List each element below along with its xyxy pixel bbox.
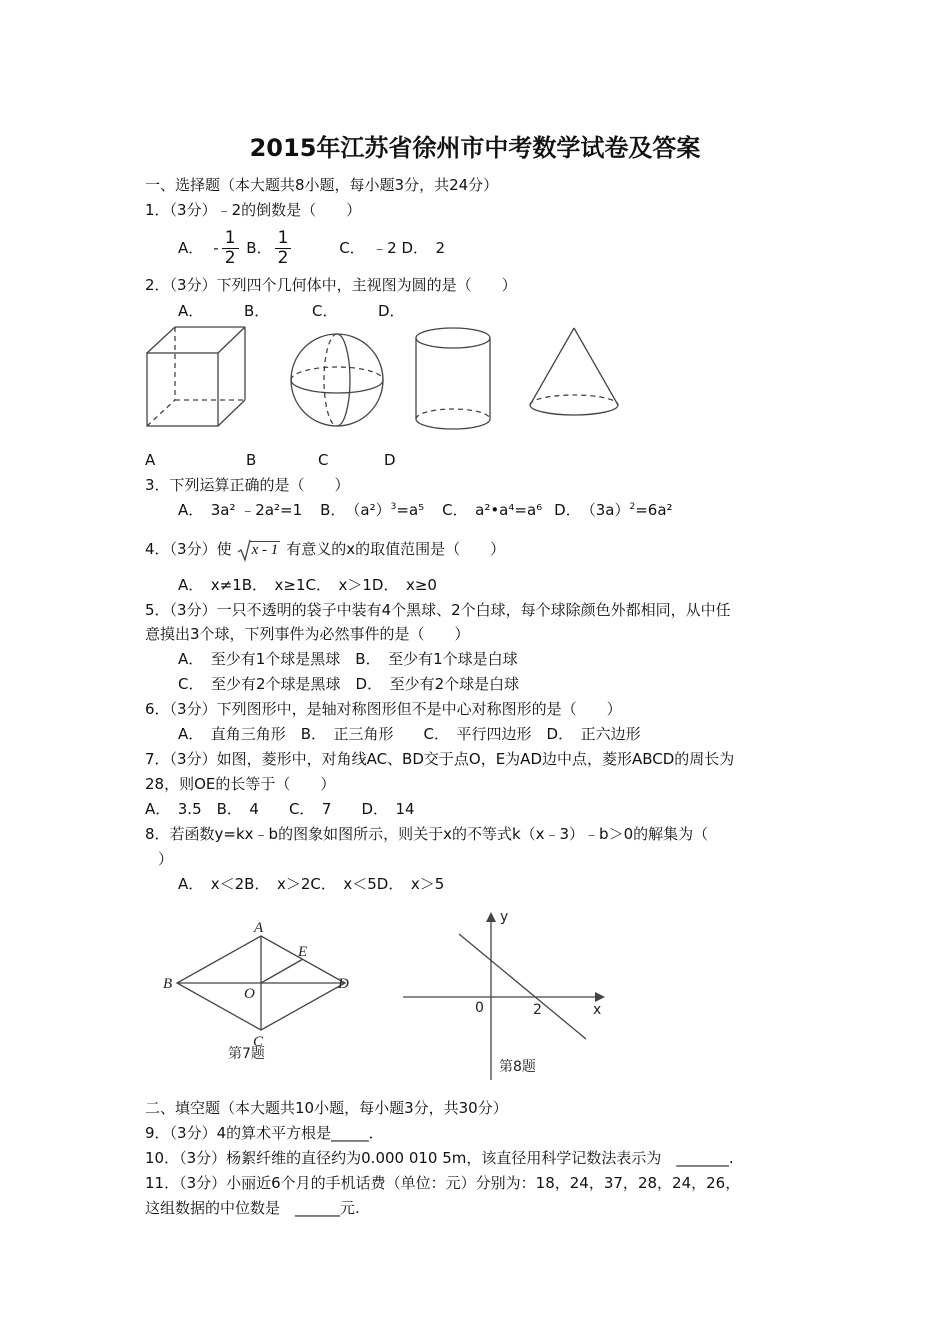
vertex-d-label: D	[338, 976, 349, 992]
fraction-denominator: 2	[224, 248, 236, 268]
vertex-a-label: A	[254, 920, 264, 936]
function-line	[459, 934, 586, 1039]
linear-function-graph	[395, 900, 625, 1085]
q3-option-d-prefix: D． （3a）	[554, 501, 630, 519]
question-4-stem	[145, 538, 505, 561]
vertex-b-label: B	[163, 976, 173, 992]
section-heading-fill: 二、填空题（本大题共10小题，每小题3分，共30分）	[145, 1099, 508, 1117]
fraction-numerator: 1	[222, 229, 239, 249]
q3-option-b-suffix: =a⁵	[396, 501, 425, 519]
rhombus-figure	[155, 915, 375, 1075]
question-8-line-2: ）	[158, 850, 174, 868]
figure-8-caption: 第8题	[499, 1059, 536, 1075]
figure-7-caption: 第7题	[228, 1046, 265, 1062]
q1-options-cd: C． ﹣2 D． 2	[339, 239, 446, 257]
y-axis-label: y	[500, 909, 509, 925]
q1-option-b-label: B．	[246, 239, 272, 257]
y-axis-arrow-icon	[486, 912, 496, 922]
origin-label: 0	[475, 1000, 484, 1016]
q1-option-a-sign: -	[213, 239, 219, 257]
question-4-options: A． x≠1B． x≥1C． x＞1D． x≥0	[178, 576, 437, 594]
question-7-line-2: 28，则OE的长等于（ ）	[145, 775, 336, 793]
question-7-line-1: 7．（3分）如图，菱形中，对角线AC、BD交于点O，E为AD边中点，菱形ABCD的周长为	[145, 750, 735, 768]
q1-option-a-fraction	[222, 229, 239, 268]
question-1-options	[178, 226, 445, 270]
x-intercept-label: 2	[533, 1002, 542, 1018]
cone-figure	[530, 328, 618, 415]
question-6-options: A． 直角三角形 B． 正三角形 C． 平行四边形 D． 正六边形	[178, 725, 641, 743]
q3-option-b-exponent: 3	[390, 502, 397, 512]
vertex-c-label: C	[253, 1034, 264, 1050]
q2-figure-label-d: D	[384, 451, 396, 469]
q4-radicand: x - 1	[251, 542, 279, 558]
question-8-line-1: 8．若函数y=kx﹣b的图象如图所示，则关于x的不等式k（x﹣3）﹣b＞0的解集为（	[145, 825, 709, 843]
question-5-line-1: 5．（3分）一只不透明的袋子中装有4个黑球、2个白球，每个球除颜色外都相同，从中任	[145, 601, 731, 619]
question-5-options-row-1: A． 至少有1个球是黑球 B． 至少有1个球是白球	[178, 650, 518, 668]
question-6-stem: 6．（3分）下列图形中，是轴对称图形但不是中心对称图形的是（ ）	[145, 700, 622, 718]
q2-figure-label-c: C	[318, 451, 329, 469]
question-3-options	[178, 501, 673, 519]
question-5-options-row-2: C． 至少有2个球是黑球 D． 至少有2个球是白球	[178, 675, 520, 693]
segment-oe	[261, 959, 303, 983]
cylinder-figure	[416, 328, 490, 429]
q2-option-c: C．	[312, 302, 338, 320]
question-7-options: A． 3.5 B． 4 C． 7 D． 14	[145, 800, 415, 818]
x-axis-label: x	[593, 1002, 602, 1018]
cube-figure	[147, 327, 245, 426]
radical-sign-icon	[238, 539, 252, 561]
q2-figure-label-a: A	[145, 451, 156, 469]
question-1-stem: 1．（3分）﹣2的倒数是（ ）	[145, 201, 362, 219]
question-11-line-1: 11．（3分）小丽近6个月的手机话费（单位：元）分别为：18，24，37，28，24，26，	[145, 1174, 741, 1192]
question-5-line-2: 意摸出3个球，下列事件为必然事件的是（ ）	[145, 625, 470, 643]
point-o-label: O	[244, 986, 255, 1002]
q2-option-d: D．	[378, 302, 405, 320]
fraction-denominator: 2	[277, 248, 289, 268]
q4-square-root	[238, 539, 281, 561]
fraction-numerator: 1	[275, 229, 292, 249]
q3-option-a: A． 3a² ﹣2a²=1	[178, 501, 303, 519]
q2-option-b: B．	[244, 302, 270, 320]
q4-stem-suffix: 有意义的x的取值范围是（ ）	[286, 540, 506, 558]
section-heading-choice: 一、选择题（本大题共8小题，每小题3分，共24分）	[145, 176, 499, 194]
page-title: 2015年江苏省徐州市中考数学试卷及答案	[249, 134, 701, 162]
q1-option-b-fraction	[275, 229, 292, 268]
question-9: 9．（3分）4的算术平方根是_____．	[145, 1124, 384, 1142]
sphere-figure	[291, 334, 383, 426]
q2-option-a: A．	[178, 302, 204, 320]
q4-stem-prefix: 4．（3分）使	[145, 540, 232, 558]
question-10: 10．（3分）杨絮纤维的直径约为0.000 010 5m，该直径用科学记数法表示为 _______.	[145, 1149, 734, 1167]
q3-option-d-suffix: =6a²	[635, 501, 673, 519]
q3-option-c: C． a²•a⁴=a⁶	[442, 501, 543, 519]
question-11-line-2: 这组数据的中位数是 ______元.	[145, 1199, 360, 1217]
q3-option-b-prefix: B． （a²）	[320, 501, 391, 519]
q1-option-a-label: A．	[178, 239, 204, 257]
q3-option-d-exponent: 2	[629, 502, 636, 512]
point-e-label: E	[298, 944, 308, 960]
question-8-options: A． x＜2B． x＞2C． x＜5D． x＞5	[178, 875, 445, 893]
q2-solids-figure	[140, 320, 660, 440]
q2-figure-label-b: B	[246, 451, 257, 469]
question-2-stem: 2．（3分）下列四个几何体中，主视图为圆的是（ ）	[145, 276, 517, 294]
x-axis-arrow-icon	[595, 992, 605, 1002]
question-3-stem: 3．下列运算正确的是（ ）	[145, 476, 350, 494]
